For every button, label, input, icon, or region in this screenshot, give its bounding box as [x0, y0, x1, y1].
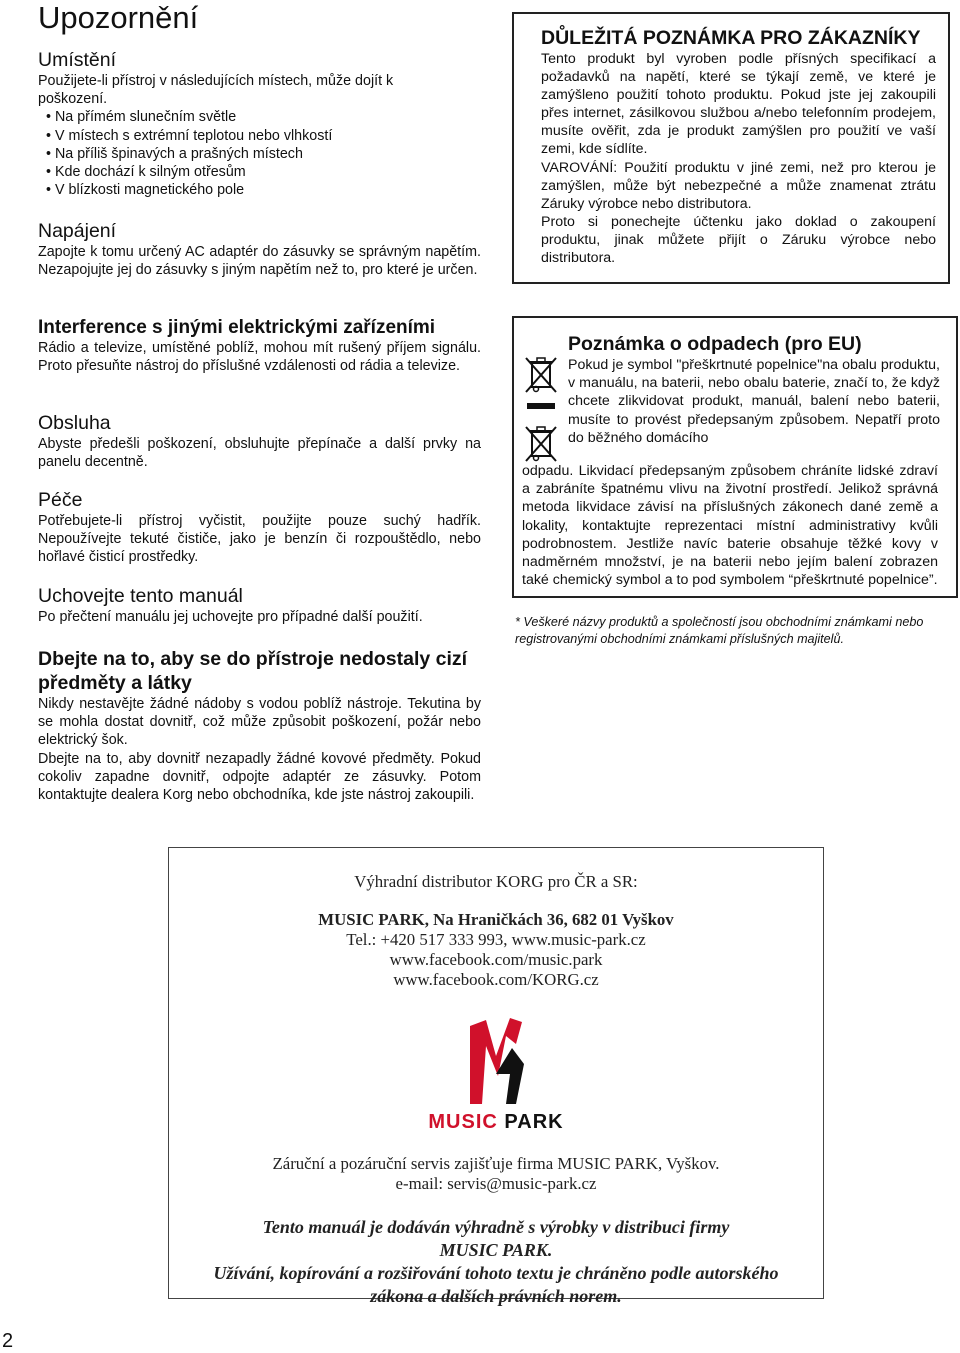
section-power: [38, 220, 481, 279]
distributor-box: [168, 847, 824, 1306]
foreign-text-2: Dbejte na to, aby dovnitř nezapadly žádné kovové předměty. Pokud cokoliv zapadne dovnitř, odpojte adaptér ze zásuvky. Potom kontaktujte dealera Korg nebo obchodníka, kde jste nástroj zakoupili.: [38, 750, 481, 804]
waste-paragraph-head: Pokud je symbol "přeškrtnuté popelnice"na obalu produktu, v manuálu, na baterii, nebo obalu baterie, značí to, že když chcete zlikvidovat produkt, manuál, balení nebo baterii, musíte to provést předepsaným způsobem. Nepatří proto do běžného domácího: [568, 357, 940, 446]
manual-distribution-note: Tento manuál je dodáván výhradně s výrobky v distribuci firmy: [262, 1217, 730, 1237]
interference-text: Rádio a televize, umístěné poblíž, mohou mít rušený příjem signálu. Proto přesuňte nástroj do příslušné vzdálenosti od rádia a televize.: [38, 340, 481, 375]
waste-note-box: [512, 316, 958, 598]
section-foreign: [38, 647, 481, 804]
list-item: • Na přímém slunečním světle: [46, 108, 481, 126]
crossed-bin-icon: [522, 354, 560, 394]
heading-foreign: Dbejte na to, aby se do přístroje nedostaly cizí předměty a látky: [38, 648, 468, 694]
heading-operation: Obsluha: [38, 412, 111, 434]
distributor-intro: Výhradní distributor KORG pro ČR a SR:: [354, 872, 638, 891]
waste-text: [568, 332, 940, 447]
waste-heading: Poznámka o odpadech (pro EU): [568, 333, 862, 355]
section-keep: [38, 585, 481, 626]
list-item: • V místech s extrémní teplotou nebo vlhkostí: [46, 127, 481, 145]
heading-power: Napájení: [38, 220, 117, 242]
location-intro: Použijete-li přístroj v následujících místech, může dojít k poškození.: [38, 73, 394, 108]
customer-notice-box: [512, 12, 950, 284]
foreign-text-1: Nikdy nestavějte žádné nádoby s vodou poblíž nástroje. Tekutina by se mohla dostat dovnitř, což může způsobit poškození, požár nebo elektrický šok.: [38, 696, 481, 749]
distributor-address: MUSIC PARK, Na Hraničkách 36, 682 01 Vyškov: [318, 910, 674, 929]
heading-keep: Uchovejte tento manuál: [38, 585, 243, 607]
section-interference: [38, 316, 481, 375]
distributor-phone: Tel.: +420 517 333 993, www.music-park.cz: [346, 930, 646, 949]
heading-care: Péče: [38, 489, 83, 511]
section-location: [38, 49, 481, 199]
service-info: Záruční a pozáruční servis zajišťuje firma MUSIC PARK, Vyškov.: [272, 1154, 720, 1173]
trademark-footnote: * Veškeré názvy produktů a společností jsou obchodními známkami nebo registrovanými obchodními známkami příslušných majitelů.: [515, 615, 924, 646]
notice-heading: DŮLEŽITÁ POZNÁMKA PRO ZÁKAZNÍKY: [541, 27, 921, 49]
waste-head: [522, 332, 938, 462]
location-list: [38, 108, 481, 199]
waste-paragraph-rest: odpadu. Likvidací předepsaným způsobem chráníte lidské zdraví a zabráníte špatnému vlivu na životní prostředí. Jelikož správná metoda likvidace závisí na příslušných zákonech dané země a lokality, kontaktujte reprezentaci místní administrativy kvůli podrobnostem. Jestliže navíc baterie obsahuje těžké kovy v nadměrném množství, je na baterii nebo jejím balení zobrazen také chemický symbol a to pod symbolem “přeškrtnuté popelnice”.: [522, 463, 938, 589]
bin-underline-bar: [527, 403, 555, 409]
music-park-logo-text: MUSIC PARK: [428, 1111, 564, 1133]
operation-text: Abyste předešli poškození, obsluhujte přepínače a další prvky na panelu decentně.: [38, 436, 481, 471]
section-care: [38, 489, 481, 567]
heading-location: Umístění: [38, 49, 117, 71]
notice-paragraph-3: Proto si ponechejte účtenku jako doklad o zakoupení produktu, jinak můžete přijít o Záruku výrobce nebo distributora.: [541, 213, 936, 267]
copyright-note-2: zákona a dalších právních norem.: [370, 1286, 622, 1306]
crossed-bin-icon: [522, 423, 560, 463]
list-item: • Kde dochází k silným otřesům: [46, 163, 481, 181]
care-text: Potřebujete-li přístroj vyčistit, použijte pouze suchý hadřík. Nepoužívejte tekuté čističe, jako je benzín či rozpouštědlo, nebo hořlavé čisticí prostředky.: [38, 513, 481, 566]
heading-interference: Interference s jinými elektrickými zařízeními: [38, 317, 436, 338]
service-email: e-mail: servis@music-park.cz: [395, 1174, 597, 1193]
manual-distribution-note-2: MUSIC PARK.: [439, 1240, 553, 1260]
page-number: 2: [2, 1330, 14, 1352]
distributor-facebook-2: www.facebook.com/KORG.cz: [393, 970, 599, 989]
page-title: Upozornění: [38, 0, 199, 35]
music-park-logo-mark: [466, 1016, 526, 1106]
waste-icons: [522, 354, 562, 468]
power-text: Zapojte k tomu určený AC adaptér do zásuvky se správným napětím. Nezapojujte jej do zásuvky s jiným napětím než to, pro které je určen.: [38, 244, 481, 279]
notice-paragraph-2: VAROVÁNÍ: Použití produktu v jiné zemi, než pro kterou je zamýšlen, může být nebezpečné a může znamenat ztrátu Záruky výrobce nebo distributora.: [541, 159, 936, 212]
keep-text: Po přečtení manuálu jej uchovejte pro případné další použití.: [38, 609, 423, 625]
notice-paragraph-1: Tento produkt byl vyroben podle přísných specifikací a požadavků na napětí, které se týkají země, ve které je zamýšleno použití tohoto produktu. Pokud jste jej zakoupili přes internet, zásilkovou službou a/nebo telefonním prodejem, musíte ověřit, zda je produkt zamýšlen pro použití ve vaší zemi, kde sídlíte.: [541, 51, 936, 158]
list-item: • Na příliš špinavých a prašných místech: [46, 145, 481, 163]
section-operation: [38, 412, 481, 471]
list-item: • V blízkosti magnetického pole: [46, 181, 481, 199]
music-park-logo: [426, 1016, 566, 1134]
distributor-facebook-1: www.facebook.com/music.park: [389, 950, 603, 969]
copyright-note: Užívání, kopírování a rozšiřování tohoto textu je chráněno podle autorského: [213, 1263, 779, 1283]
